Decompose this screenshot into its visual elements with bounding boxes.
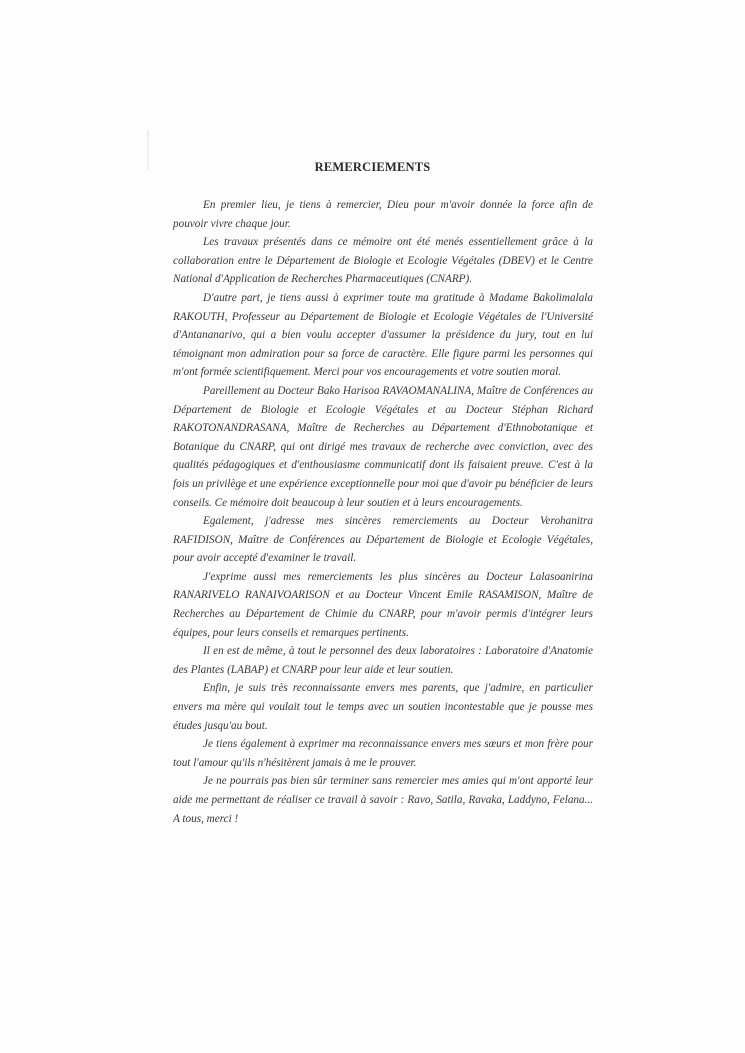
- paragraph: Je tiens également à exprimer ma reconnaissance envers mes sœurs et mon frère pour tout l'amour qu'ils n'hésitèrent jamais à me le prouver.: [173, 738, 593, 769]
- paragraph: J'exprime aussi mes remerciements les plus sincères au Docteur Lalasoanirina RANARIVELO RANAIVOARISON et au Docteur Vincent Emile RASAMISON, Maître de Recherches au Département de Chimie du CNARP, pour m'avoir permis d'intégrer leurs équipes, pour leurs conseils et remarques pertinents.: [173, 570, 593, 639]
- paragraph: En premier lieu, je tiens à remercier, Dieu pour m'avoir donnée la force afin de pouvoir vivre chaque jour.: [173, 199, 593, 230]
- paragraph: Egalement, j'adresse mes sincères remerciements au Docteur Verohanitra RAFIDISON, Maître de Conférences au Département de Biologie et Ecologie Végétales, pour avoir accepté d'examiner le travail.: [173, 515, 593, 565]
- paragraph: Pareillement au Docteur Bako Harisoa RAVAOMANALINA, Maître de Conférences au Département de Biologie et Ecologie Végétales et au Docteur Stéphan Richard RAKOTONANDRASANA, Maître de Recherches au Département d'Ethnobotanique et Botanique du CNARP, qui ont dirigé mes travaux de recherche avec conviction, avec des qualités pédagogiques et d'enthousiasme communicatif dont ils faisaient preuve. C'est à la fois un privilège et une expérience exceptionnelle pour moi que d'avoir pu bénéficier de leurs conseils. Ce mémoire doit beaucoup à leur soutien et à leurs encouragements.: [173, 384, 593, 509]
- paragraph: Il en est de même, à tout le personnel des deux laboratoires : Laboratoire d'Anatomie des Plantes (LABAP) et CNARP pour leur aide et leur soutien.: [173, 645, 593, 676]
- page-title: REMERCIEMENTS: [314, 160, 431, 174]
- paragraph: Les travaux présentés dans ce mémoire ont été menés essentiellement grâce à la collaboration entre le Département de Biologie et Ecologie Végétales (DBEV) et le Centre National d'Application de Recherches Pharmaceutiques (CNARP).: [173, 236, 593, 286]
- paragraph: Enfin, je suis très reconnaissante envers mes parents, que j'admire, en particulier envers ma mère qui voulait tout le temps avec un soutien incontestable que je pousse mes études jusqu'au bout.: [173, 682, 593, 732]
- paragraph: D'autre part, je tiens aussi à exprimer toute ma gratitude à Madame Bakolimalala RAKOUTH, Professeur au Département de Biologie et Ecologie Végétales de l'Université d'Antananarivo, qui a bien voulu accepter d'assumer la présidence du jury, tout en lui témoignant mon admiration pour sa force de caractère. Elle figure parmi les personnes qui m'ont formée scientifiquement. Merci pour vos encouragements et votre soutien moral.: [173, 291, 593, 379]
- acknowledgements-body: [173, 196, 593, 828]
- paragraph: Je ne pourrais pas bien sûr terminer sans remercier mes amies qui m'ont apporté leur aide me permettant de réaliser ce travail à savoir : Ravo, Satila, Ravaka, Laddyno, Felana... A tous, merci !: [173, 775, 593, 825]
